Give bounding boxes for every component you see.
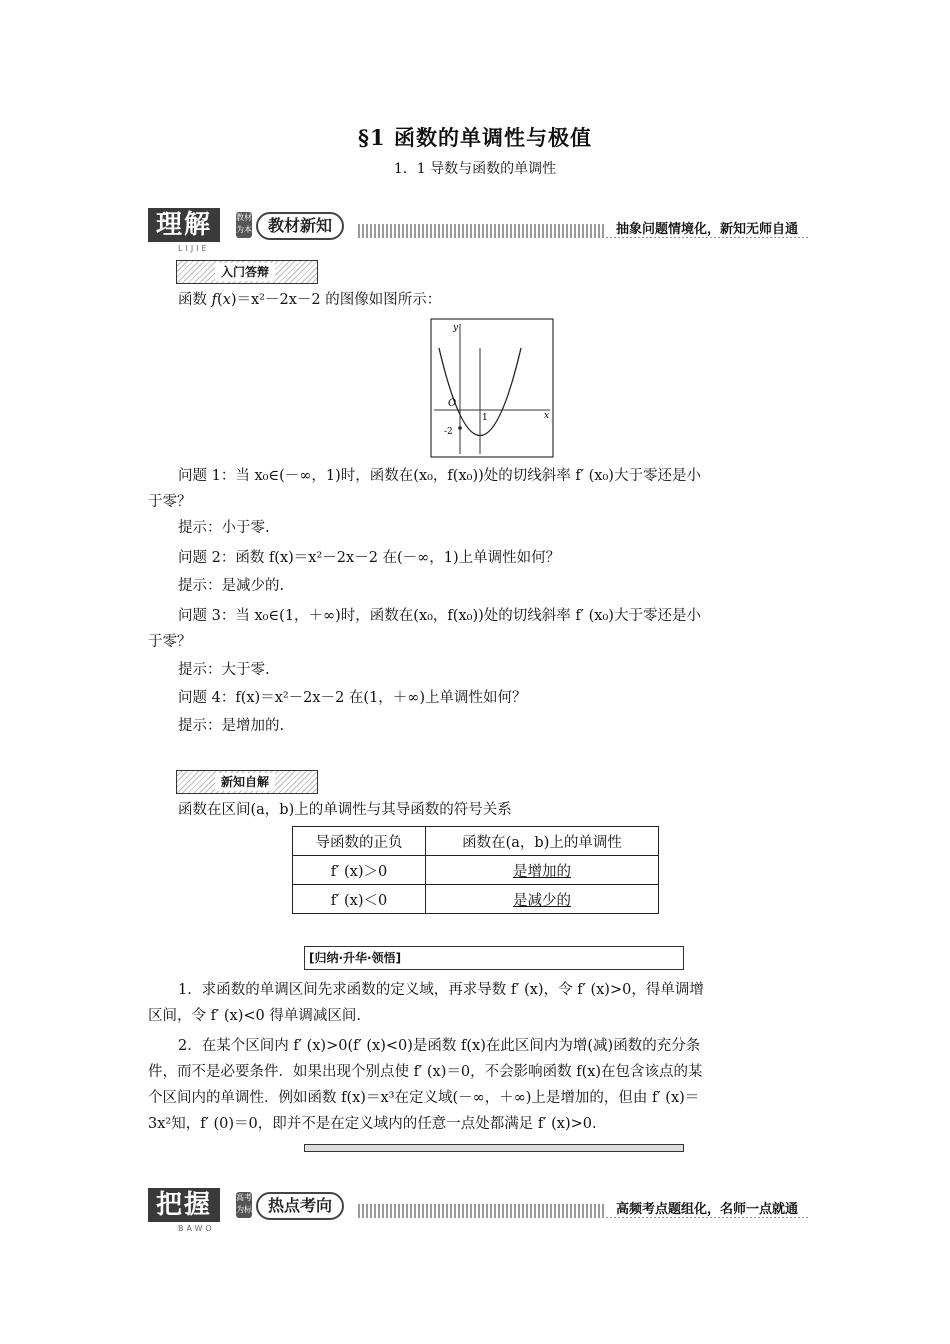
banner-oval-label: 教材新知 xyxy=(256,212,344,240)
summary-box xyxy=(304,946,684,970)
answer-2: 提示：是减少的. xyxy=(178,578,285,594)
answer-4: 提示：是增加的. xyxy=(178,718,285,734)
table-cell: 是减少的 xyxy=(426,885,659,914)
banner-slogan: 抽象问题情境化，新知无师自通 xyxy=(606,218,808,237)
intro-pre: 函数 xyxy=(178,292,212,308)
banner-vertical-label: 高考为标 xyxy=(236,1192,252,1218)
parabola-graph xyxy=(430,318,554,458)
table-cell: 是增加的 xyxy=(426,856,659,885)
summary-bottom-bar xyxy=(304,1144,684,1152)
question-1: 问题 1：当 x₀∈(－∞，1)时，函数在(x₀，f(x₀))处的切线斜率 f′ (x₀)大于零还是小 xyxy=(178,468,701,484)
graph-tick-y: -2 xyxy=(444,427,453,437)
table-row xyxy=(293,885,659,914)
banner-pinyin: BAWO xyxy=(178,1224,215,1233)
banner-oval-label: 热点考向 xyxy=(256,1192,344,1220)
section-banner-bawo xyxy=(148,1188,808,1233)
question-1-cont: 于零？ xyxy=(148,494,192,510)
tag-new-knowledge xyxy=(176,770,318,794)
monotonicity-table xyxy=(292,826,659,914)
summary-box-label: [归纳·升华·领悟] xyxy=(309,951,402,965)
summary-1-cont: 区间，令 f′ (x)<0 得单调减区间. xyxy=(148,1008,361,1024)
intro-post: )＝x²－2x－2 的图像如图所示： xyxy=(230,292,442,308)
section-banner-lijie xyxy=(148,208,808,253)
intro-var: x xyxy=(222,292,231,308)
question-3: 问题 3：当 x₀∈(1，＋∞)时，函数在(x₀，f(x₀))处的切线斜率 f′ (x₀)大于零还是小 xyxy=(178,608,701,624)
banner-pinyin: LIJIE xyxy=(178,244,210,253)
banner-slogan: 高频考点题组化，名师一点就通 xyxy=(606,1198,808,1217)
graph-x-label: x xyxy=(544,411,550,421)
y-intercept-point xyxy=(458,426,462,430)
page-title: §1 函数的单调性与极值 xyxy=(358,125,592,150)
table-row xyxy=(293,856,659,885)
table-cell: f′ (x)＞0 xyxy=(293,856,426,885)
table-header-row xyxy=(293,827,659,856)
question-2: 问题 2：函数 f(x)＝x²－2x－2 在(－∞，1)上单调性如何？ xyxy=(178,550,561,566)
summary-2-cont-b: 个区间内的单调性．例如函数 f(x)＝x³在定义域(－∞，＋∞)上是增加的，但由 f′ (x)＝ xyxy=(148,1090,700,1106)
banner-vertical-label: 教材为本 xyxy=(236,212,252,238)
summary-1: 1．求函数的单调区间先求函数的定义域，再求导数 f′ (x)，令 f′ (x)>0，得单调增 xyxy=(178,982,704,998)
tag-label: 入门答辩 xyxy=(215,263,275,281)
intro-text xyxy=(178,290,441,310)
intro-mid: ( xyxy=(216,292,223,308)
summary-2-cont-a: 件，而不是必要条件．如果出现个别点使 f′ (x)＝0，不会影响函数 f(x)在包含该点的某 xyxy=(148,1064,703,1080)
banner-big-label: 理解 xyxy=(148,208,220,242)
table-header: 导函数的正负 xyxy=(293,827,426,856)
table-header: 函数在(a，b)上的单调性 xyxy=(426,827,659,856)
summary-2: 2．在某个区间内 f′ (x)>0(f′ (x)<0)是函数 f(x)在此区间内为增(减)函数的充分条 xyxy=(178,1038,701,1054)
relation-intro: 函数在区间(a，b)上的单调性与其导函数的符号关系 xyxy=(178,802,512,818)
tag-intro-qa xyxy=(176,260,318,284)
question-3-cont: 于零？ xyxy=(148,634,192,650)
page-subtitle: 1．1 导数与函数的单调性 xyxy=(393,161,557,177)
intro-func: f xyxy=(211,292,217,308)
question-4: 问题 4：f(x)＝x²－2x－2 在(1，＋∞)上单调性如何？ xyxy=(178,690,527,706)
graph-tick-x: 1 xyxy=(482,413,488,423)
answer-3: 提示：大于零. xyxy=(178,662,270,678)
table-cell: f′ (x)＜0 xyxy=(293,885,426,914)
summary-2-cont-c: 3x²知，f′ (0)＝0，即并不是在定义域内的任意一点处都满足 f′ (x)>0. xyxy=(148,1116,597,1132)
answer-1: 提示：小于零. xyxy=(178,520,270,536)
banner-big-label: 把握 xyxy=(148,1188,220,1222)
graph-y-label: y xyxy=(453,323,459,333)
tag-label: 新知自解 xyxy=(215,773,275,791)
graph-origin-label: O xyxy=(448,398,457,409)
